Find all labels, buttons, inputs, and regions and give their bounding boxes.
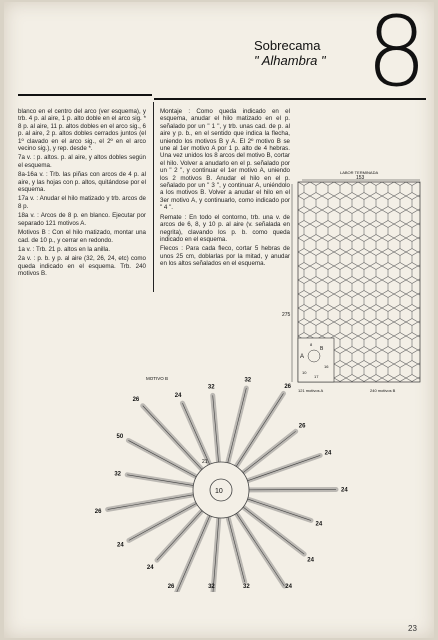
col1-para: Motivos B : Con el hilo matizado, montar una cad. de 10 p., y cerrar en redondo. xyxy=(18,229,146,244)
petal-ray-line xyxy=(108,494,196,509)
star-label: MOTIVO B xyxy=(146,376,169,381)
grid-bottom-left: 121 motivos A xyxy=(298,388,324,393)
petal-ray-line xyxy=(128,440,198,477)
row-label: 17 xyxy=(314,374,319,379)
petal-ray-line xyxy=(182,403,210,466)
column-divider xyxy=(153,102,154,292)
col1-para: 8a-16a v. : Trb. las piñas con arcos de 4 p. al aire, y las hojas con p. altos, quitándose por el esquema. xyxy=(18,171,146,194)
col1-para: 18a v. : Arcos de 8 p. en blanco. Ejecutar por separado 121 motivos A. xyxy=(18,212,146,227)
petal-count-label: 32 xyxy=(114,471,122,478)
petal-count-label: 32 xyxy=(207,384,215,391)
col2-para: Flecos : Para cada fleco, cortar 5 hebras de unos 25 cm, doblarlas por la mitad, y anudar en los altos señalados en el esquema. xyxy=(160,245,290,268)
petal-count-label: 26 xyxy=(132,397,140,404)
petal-count-label: 24 xyxy=(315,521,323,528)
petal-count-label: 24 xyxy=(307,557,314,564)
col2-para: Montaje : Como queda indicado en el esquema, anudar el hilo matizado en el p. señalado por un " 1 ", y trb. unas cad. de p. al aire y p. b., en el sentido que indica la flecha, uniendo los motivos B y A. El 2º motivo B se une al 1er motivo A por 1 p. alto de 4 hebras. Una vez unidos los 8 arcos del motivo B, cortar el hilo. Volver a anudarlo en el p. señalado por un " 2 ", y continuar el 1er motivo A, uniendo los 2 motivos B. Anudar el hilo en el p. señalado por un " 3 ", y continuar A, uniéndolo a los motivos B. Volver a anudar el hilo en el 3er motivo A, y continuarlo, como indicado por " 4 ". xyxy=(160,108,290,212)
col1-para: 1a v. : Trb. 21 p. altos en la anilla. xyxy=(18,245,111,253)
petal-count-label: 24 xyxy=(285,584,292,590)
petal-count-label: 24 xyxy=(174,392,182,399)
petal-count-label: 24 xyxy=(116,542,124,549)
petal-count-label: 24 xyxy=(340,487,348,494)
grid-bottom-right: 240 motivos B xyxy=(370,388,396,393)
motif-a-label: A xyxy=(300,354,305,360)
petal-count-label: 32 xyxy=(208,584,215,590)
grid-height-label: 275 xyxy=(282,312,291,318)
col1-para: 7a v. : p. altos. p. al aire, y altos dobles según el esquema. xyxy=(18,154,146,169)
col1-para: blanco en el centro del arco (ver esquema), y trb. 4 p. al aire, 1 p. alto doble en el arco sig. * 8 p. al aire, 11 p. altos dobles en el arco sig., 6 p. al aire, 2 p. altos dobles cerrados juntos (el 1º clavado en el arco sig., el 2º en el arco vecino sig.), y rep. desde *. xyxy=(18,108,146,153)
center-label: 10 xyxy=(215,488,223,495)
grid-width-label: 153 xyxy=(356,175,365,181)
petal-count-label: 26 xyxy=(284,383,292,390)
petal-count-label: 26 xyxy=(298,423,306,430)
grid-top-caption: LABOR TERMINADA xyxy=(340,170,379,175)
title-block xyxy=(254,38,364,68)
petal-ray-line xyxy=(127,475,195,486)
row-label: 8 xyxy=(310,342,313,347)
text-column-1 xyxy=(18,108,146,280)
chapter-number: 8 xyxy=(366,2,428,108)
petal-count-label: 24 xyxy=(146,564,154,571)
page xyxy=(4,2,434,638)
petal-count-label: 26 xyxy=(94,508,102,515)
col1-para: 17a v. : Anudar el hilo matizado y trb. arcos de 8 p. xyxy=(18,195,146,210)
petal-count-label: 32 xyxy=(244,377,252,384)
page-number: 23 xyxy=(408,624,417,633)
text-column-2 xyxy=(160,108,290,270)
petal-count-label: 24 xyxy=(324,450,332,457)
row-label: 16 xyxy=(324,364,329,369)
petal-ray-line xyxy=(129,502,198,540)
col1-para: 2a v. : p. b. y p. al aire (32, 26, 24, etc) como queda indicado en el esquema. Trb. 240 motivos B. xyxy=(18,255,146,278)
petal-count-label: 50 xyxy=(116,434,124,441)
motif-b-label: B xyxy=(320,346,324,352)
top-rule xyxy=(18,94,152,96)
title-line-2: " Alhambra " xyxy=(254,53,326,68)
petal-count-label: 32 xyxy=(242,584,250,590)
col2-para: Remate : En todo el contorno, trb. una v. de arcos de 6, 8, y 10 p. al aire (v. señalada en negrita), clavando los p. b. como queda indicado en el esquema. xyxy=(160,213,290,243)
ring-label: 21 xyxy=(202,459,208,465)
petal-count-label: 26 xyxy=(167,584,175,590)
row-label: 10 xyxy=(302,370,307,375)
petal-ray-line xyxy=(143,406,204,471)
title-line-1: Sobrecama xyxy=(254,38,321,53)
motif-b-star-diagram xyxy=(64,332,384,592)
mid-rule xyxy=(154,98,426,100)
